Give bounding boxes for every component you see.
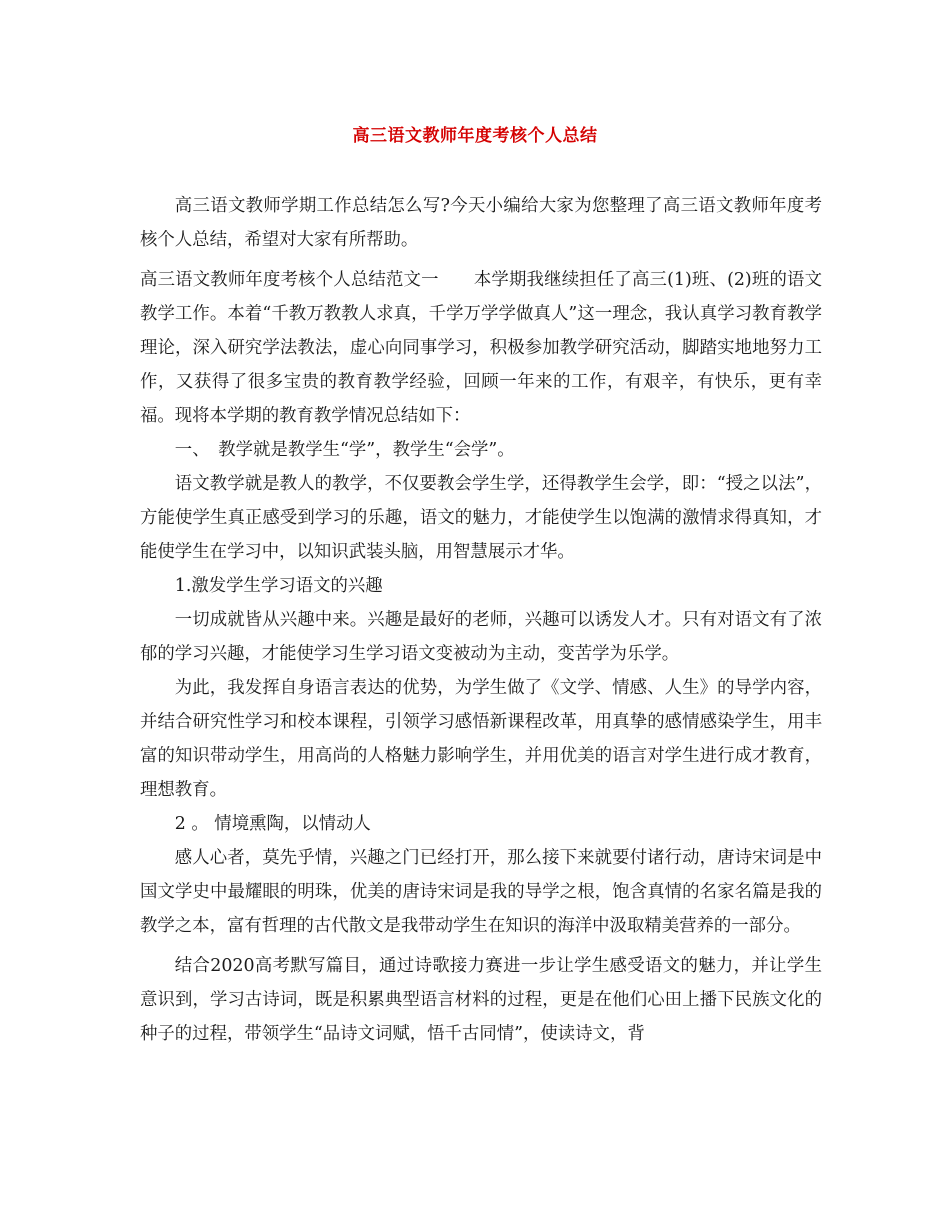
paragraph-poetry: 结合2020高考默写篇目，通过诗歌接力赛进一步让学生感受语文的魅力，并让学生意识到，学习古诗词，既是积累典型语言材料的过程，更是在他们心田上播下民族文化的种子的过程，带领学生“品诗文词赋，悟千古同情”，使读诗文，背: [140, 956, 822, 1044]
subheading-emotion: 2 。 情境熏陶，以情动人: [174, 814, 371, 834]
document-body: [140, 189, 822, 1051]
paragraph-emotion: 感人心者，莫先乎情，兴趣之门已经打开，那么接下来就要付诸行动，唐诗宋词是中国文学史中最耀眼的明珠，优美的唐诗宋词是我的导学之根，饱含真情的名家名篇是我的教学之本，富有哲理的古代散文是我带动学生在知识的海洋中汲取精美营养的一部分。: [140, 848, 822, 936]
page-title: 高三语文教师年度考核个人总结: [352, 126, 598, 146]
subheading-interest: 1.激发学生学习语文的兴趣: [174, 576, 383, 596]
paragraph-method: 为此，我发挥自身语言表达的优势，为学生做了《文学、情感、人生》的导学内容，并结合研究性学习和校本课程，引领学习感悟新课程改革，用真挚的感情感染学生，用丰富的知识带动学生，用高尚的人格魅力影响学生，并用优美的语言对学生进行成才教育，理想教育。: [140, 678, 822, 800]
section-intro-paragraph: 高三语文教师年度考核个人总结范文一 本学期我继续担任了高三(1)班、(2)班的语文教学工作。本着“千教万教教人求真，千学万学学做真人”这一理念，我认真学习教育教学理论，深入研究学法教法，虚心向同事学习，积极参加教学研究活动，脚踏实地地努力工作，又获得了很多宝贵的教育教学经验，回顾一年来的工作，有艰辛，有快乐，更有幸福。现将本学期的教育教学情况总结如下：: [140, 270, 822, 426]
paragraph-teaching: 语文教学就是教人的教学，不仅要教会学生学，还得教学生会学，即：“授之以法”，方能使学生真正感受到学习的乐趣，语文的魅力，才能使学生以饱满的激情求得真知，才能使学生在学习中，以知识武装头脑，用智慧展示才华。: [140, 474, 822, 562]
paragraph-interest: 一切成就皆从兴趣中来。兴趣是最好的老师，兴趣可以诱发人才。只有对语文有了浓郁的学习兴趣，才能使学习生学习语文变被动为主动，变苦学为乐学。: [140, 610, 822, 664]
intro-paragraph: 高三语文教师学期工作总结怎么写?今天小编给大家为您整理了高三语文教师年度考核个人总结，希望对大家有所帮助。: [140, 196, 822, 250]
heading-one: 一、 教学就是教学生“学”，教学生“会学”。: [174, 440, 515, 460]
